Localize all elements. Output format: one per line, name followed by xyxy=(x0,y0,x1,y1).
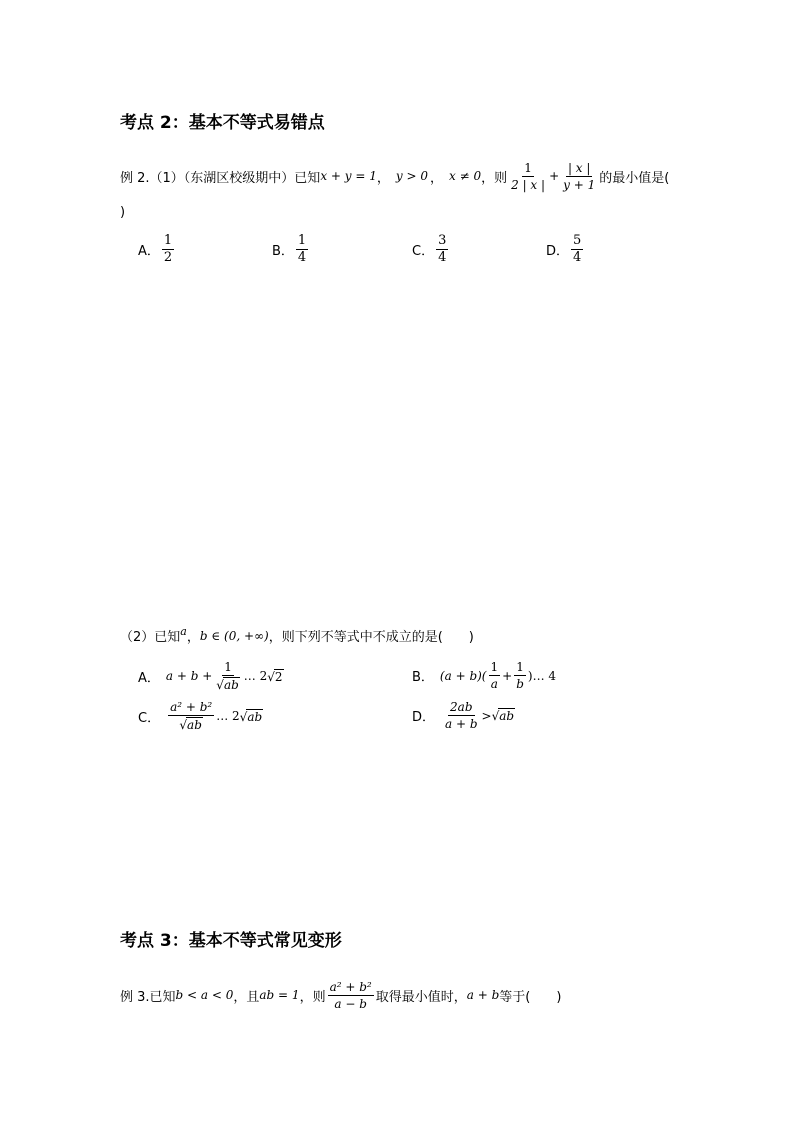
sqrt-radicand: ab xyxy=(499,709,515,723)
example2-prefix: 例 2.（1）（东湖区校级期中）已知 xyxy=(120,170,321,186)
option-fraction xyxy=(571,234,583,265)
fraction-denominator: 4 xyxy=(297,250,307,265)
part2-option-c xyxy=(138,700,263,732)
option-tail xyxy=(492,708,516,723)
sqrt-icon: √ xyxy=(216,678,224,692)
fraction-1-over-2abs-x xyxy=(509,161,547,192)
option-label: A． xyxy=(138,244,160,259)
option-lead: (a + b)( xyxy=(439,668,487,683)
fraction-numerator: 5 xyxy=(573,233,582,248)
fraction-denominator: 2 xyxy=(163,250,173,265)
then-text: ，则 xyxy=(299,989,326,1005)
option-lead: a + b + xyxy=(165,669,213,683)
sqrt-icon: √ xyxy=(179,718,188,732)
fraction-denominator: a − b xyxy=(334,996,367,1011)
part2-option-a xyxy=(138,660,284,692)
fraction-numerator: 2ab xyxy=(450,700,473,714)
option-label: B． xyxy=(412,670,434,685)
sqrt-radicand: ab xyxy=(247,709,263,724)
option-fraction xyxy=(162,234,174,265)
option-fraction xyxy=(436,234,448,265)
option-relation: … 2 xyxy=(243,669,268,683)
fraction-denominator: 4 xyxy=(438,250,447,265)
fraction-denominator: a + b xyxy=(445,717,478,731)
option-fraction xyxy=(296,234,308,265)
option-tail xyxy=(240,709,264,724)
fraction-numerator: 1 xyxy=(297,233,307,248)
fraction-numerator: a² + b² xyxy=(170,700,213,714)
condition-ab-eq-1: ab = 1 xyxy=(259,988,300,1002)
option-fraction xyxy=(443,700,480,731)
option-fraction xyxy=(514,660,526,691)
sqrt-radicand: ab xyxy=(187,718,202,732)
fraction-denominator: a xyxy=(490,677,498,691)
and-text: ，且 xyxy=(233,989,260,1005)
example2-part2-question xyxy=(120,626,474,645)
option-label: A． xyxy=(138,670,160,686)
option-a xyxy=(138,234,176,265)
option-b xyxy=(272,234,310,265)
sqrt-radicand: ab xyxy=(223,678,239,692)
part2-option-b xyxy=(412,660,556,691)
section3-title: 考点 3：基本不等式常见变形 xyxy=(120,931,342,951)
fraction-denominator: y + 1 xyxy=(563,177,596,192)
fraction-denominator: 4 xyxy=(573,250,582,265)
option-label: D． xyxy=(546,244,570,259)
plus-sign: + xyxy=(549,169,560,183)
part2-prefix: （2）已知 xyxy=(120,630,181,645)
example3-question xyxy=(120,976,561,1014)
condition-b-range: b ∈ (0, +∞) xyxy=(199,628,269,643)
option-fraction xyxy=(214,660,242,692)
sqrt-icon: √ xyxy=(267,669,275,684)
option-label: C． xyxy=(138,710,161,726)
example2-question xyxy=(120,158,669,194)
example3-suffix: 等于( ) xyxy=(499,989,562,1005)
option-label: C． xyxy=(412,244,435,259)
option-label: B． xyxy=(272,244,294,259)
option-label: D． xyxy=(412,710,436,725)
fraction-numerator: 1 xyxy=(490,660,499,674)
fraction-numerator: 1 xyxy=(516,660,524,674)
then-text: ，则 xyxy=(481,170,508,186)
condition-x-nonzero: x ≠ 0 xyxy=(449,169,482,183)
fraction-numerator: | x | xyxy=(567,160,591,175)
fraction-denominator xyxy=(177,716,205,732)
sqrt-icon: √ xyxy=(491,709,500,723)
closing-paren: ) xyxy=(120,205,126,220)
middle-text: 取得最小值时， xyxy=(375,989,467,1005)
option-fraction xyxy=(168,700,214,732)
condition-y-positive: y > 0 xyxy=(395,169,428,183)
part2-suffix: ，则下列不等式中不成立的是( ) xyxy=(268,630,474,645)
option-c xyxy=(412,234,450,265)
fraction-numerator: 1 xyxy=(524,160,532,175)
plus-sign: + xyxy=(502,668,513,683)
separator: ， xyxy=(186,630,200,645)
sqrt-radicand: 2 xyxy=(274,669,283,684)
section2-title: 考点 2：基本不等式易错点 xyxy=(120,113,325,133)
variable-a: a xyxy=(180,625,187,638)
option-d xyxy=(546,234,585,265)
option-tail: )… 4 xyxy=(527,668,557,683)
option-tail xyxy=(267,669,283,684)
example2-suffix: 的最小值是( xyxy=(599,170,670,186)
fraction-denominator: b xyxy=(516,677,524,691)
fraction-a2b2-over-a-minus-b xyxy=(328,980,374,1011)
condition-b-lt-a-lt-0: b < a < 0 xyxy=(175,988,234,1002)
option-relation: … 2 xyxy=(216,709,240,723)
fraction-numerator: 1 xyxy=(224,660,232,674)
fraction-numerator: 3 xyxy=(438,233,447,248)
fraction-numerator: a² + b² xyxy=(329,979,372,994)
separator: ， xyxy=(430,170,444,186)
option-relation: > xyxy=(481,708,492,723)
example3-prefix: 例 3.已知 xyxy=(120,989,176,1005)
separator: ， xyxy=(376,170,390,186)
fraction-denominator xyxy=(214,676,242,692)
condition-x-plus-y: x + y = 1 xyxy=(320,169,377,183)
expr-a-plus-b: a + b xyxy=(466,988,500,1002)
fraction-abs-x-over-y-plus-1 xyxy=(561,161,597,192)
fraction-numerator: 1 xyxy=(163,233,173,248)
option-fraction xyxy=(489,660,501,691)
part2-option-d xyxy=(412,700,515,731)
sqrt-icon: √ xyxy=(239,709,248,724)
fraction-denominator: 2 | x | xyxy=(511,177,546,192)
